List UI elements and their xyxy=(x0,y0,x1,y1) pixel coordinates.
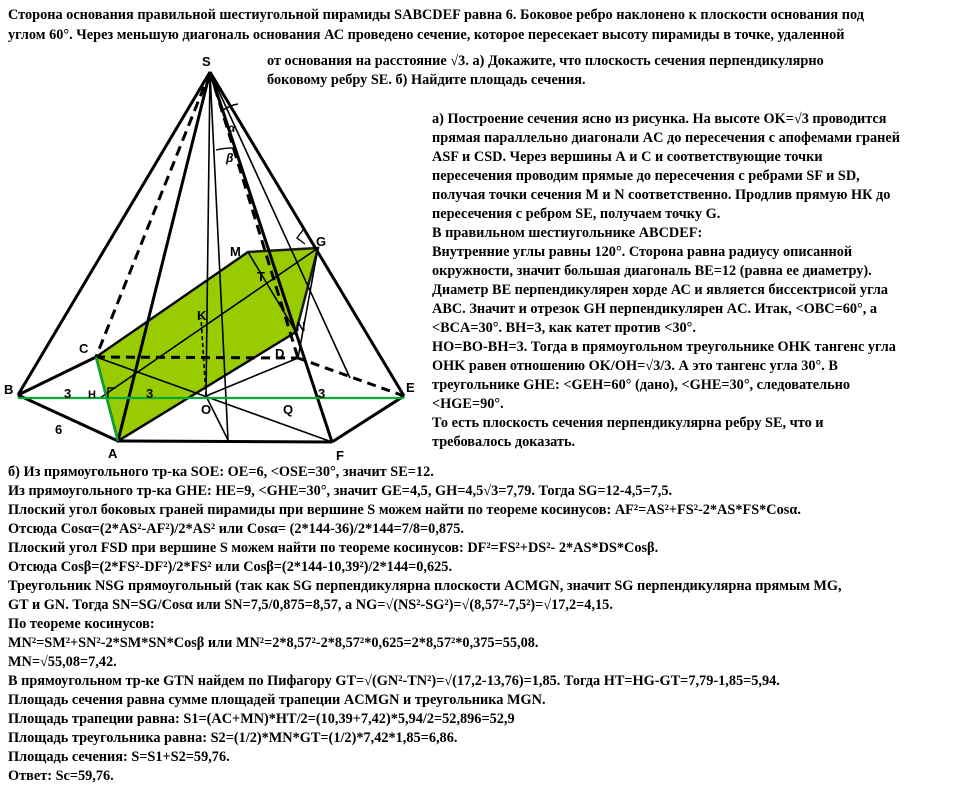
solution-a-line: пересечения проводим прямые до пересечения с ребрами SF и SD, xyxy=(432,168,860,184)
solution-b-line: Плоский угол боковых граней пирамиды при вершине S можем найти по теореме косинусов: AF²=AS²+FS²-2*AS*FS*Cosα. xyxy=(8,502,801,518)
solution-b-line: Площадь треугольника равна: S2=(1/2)*MN*GT=(1/2)*7,42*1,85=6,86. xyxy=(8,730,458,746)
solution-a-line: Внутренние углы равны 120°. Сторона равна радиусу описанной xyxy=(432,244,853,260)
label-beta: β xyxy=(226,151,234,165)
length-ho: 3 xyxy=(146,386,154,401)
solution-b-line: Отсюда Cosβ=(2*FS²-DF²)/2*FS² или Cosβ=(2*144-10,39²)/2*144=0,625. xyxy=(8,559,453,575)
label-alpha: α xyxy=(228,121,236,135)
solution-b-line: Треугольник NSG прямоугольный (так как SG перпендикулярна плоскости ACMGN, значит SG перпендикулярна прямым MG, xyxy=(8,578,842,594)
label-s: S xyxy=(202,54,211,69)
length-qe: 3 xyxy=(318,386,326,401)
label-e: E xyxy=(406,380,415,395)
solution-a-line: окружности, значит большая диагональ BE=12 (равна ее диаметру). xyxy=(432,263,872,279)
solution-a-line: треугольнике GHE: <GEH=60° (дано), <GHE=30°, следовательно xyxy=(432,377,851,393)
label-a: A xyxy=(108,446,118,461)
solution-b-line: Отсюда Cosα=(2*AS²-AF²)/2*AS² или Cosα= (2*144-36)/2*144=7/8=0,875. xyxy=(8,521,464,537)
solution-b-line: Площадь сечения: S=S1+S2=59,76. xyxy=(8,749,230,765)
label-d: D xyxy=(275,346,285,361)
solution-a-line: В правильном шестиугольнике ABCDEF: xyxy=(432,225,703,241)
solution-a-line: требовалось доказать. xyxy=(432,434,576,450)
solution-b-line: Площадь трапеции равна: S1=(AC+MN)*HT/2=(10,39+7,42)*5,94/2=52,896=52,9 xyxy=(8,711,515,727)
solution-b-line: В прямоугольном тр-ке GTN найдем по Пифагору GT=√(GN²-TN²)=√(17,2-13,76)=1,85. Тогда HT=HG-GT=7,79-1,85=5,94. xyxy=(8,673,780,689)
solution-a-line: пересечения с ребром SE, получаем точку G. xyxy=(432,206,721,222)
length-side: 6 xyxy=(55,422,63,437)
pyramid-figure xyxy=(0,52,430,463)
solution-a-line: HO=BO-BH=3. Тогда в прямоугольном треугольнике OHK тангенс угла xyxy=(432,339,896,355)
length-bh: 3 xyxy=(64,386,72,401)
solution-b-line: Из прямоугольного тр-ка GHE: HE=9, <GHE=30°, значит GE=4,5, GH=4,5√3=7,79. Тогда SG=12-4,5=7,5. xyxy=(8,483,673,499)
solution-b-line: Плоский угол FSD при вершине S можем найти по теореме косинусов: DF²=FS²+DS²- 2*AS*DS*Cosβ. xyxy=(8,540,659,556)
label-m: M xyxy=(230,244,241,259)
solution-b-line: б) Из прямоугольного тр-ка SOE: OE=6, <OSE=30°, значит SE=12. xyxy=(8,464,434,480)
solution-b-line: По теореме косинусов: xyxy=(8,616,155,632)
problem-line-2: углом 60°. Через меньшую диагональ основания АС проведено сечение, которое пересекает высоту пирамиды в точке, удаленной xyxy=(8,27,845,43)
label-n: N xyxy=(296,319,306,334)
solution-b-line: GT и GN. Тогда SN=SG/Cosα или SN=7,5/0,875=8,57, а NG=√(NS²-SG²)=√(8,57²-7,5²)=√17,2=4,15. xyxy=(8,597,613,613)
label-k: K xyxy=(197,308,207,323)
label-g: G xyxy=(316,234,327,249)
lateral-edges xyxy=(18,72,404,442)
problem-line-4: боковому ребру SE. б) Найдите площадь сечения. xyxy=(267,72,586,88)
solution-b-line: MN²=SM²+SN²-2*SM*SN*Cosβ или MN²=2*8,57²-2*8,57²*0,625=2*8,57²*0,375=55,08. xyxy=(8,635,539,651)
solution-a-line: <BCA=30°. BH=3, как катет против <30°. xyxy=(432,320,696,336)
solution-a-line: Диаметр BE перпендикулярен хорде АС и является биссектрисой угла xyxy=(432,282,889,298)
solution-b-line: Ответ: Sc=59,76. xyxy=(8,768,114,784)
solution-a-line: OHK равен отношению OK/OH=√3/3. А это тангенс угла 30°. В xyxy=(432,358,838,374)
label-f: F xyxy=(336,448,344,463)
label-q: Q xyxy=(283,402,294,417)
solution-a-line: То есть плоскость сечения перпендикулярна ребру SE, что и xyxy=(432,415,824,431)
solution-a-line: а) Построение сечения ясно из рисунка. На высоте OK=√3 проводится xyxy=(432,111,887,127)
solution-a-line: прямая параллельно диагонали AC до пересечения с апофемами граней xyxy=(432,130,900,146)
label-c: C xyxy=(79,341,89,356)
label-h: H xyxy=(88,389,96,401)
solution-a-line: получая точки сечения M и N соответственно. Продлив прямую НК до xyxy=(432,187,891,203)
solution-a-line: ASF и CSD. Через вершины А и С и соответствующие точки xyxy=(432,149,823,165)
solution-b-line: Площадь сечения равна сумме площадей трапеции ACMGN и треугольника MGN. xyxy=(8,692,546,708)
label-t: T xyxy=(257,269,265,284)
problem-line-1: Сторона основания правильной шестиугольной пирамиды SABCDEF равна 6. Боковое ребро наклонено к плоскости основания под xyxy=(8,7,864,23)
solution-a-line: ABC. Значит и отрезок GH перпендикулярен AC. Итак, <OBC=60°, а xyxy=(432,301,878,317)
solution-b-line: MN=√55,08=7,42. xyxy=(8,654,117,670)
solution-a-line: <HGE=90°. xyxy=(432,396,504,412)
label-o: O xyxy=(201,402,212,417)
label-b: B xyxy=(4,382,14,397)
problem-line-3: от основания на расстояние √3. а) Докажите, что плоскость сечения перпендикулярно xyxy=(267,53,824,69)
